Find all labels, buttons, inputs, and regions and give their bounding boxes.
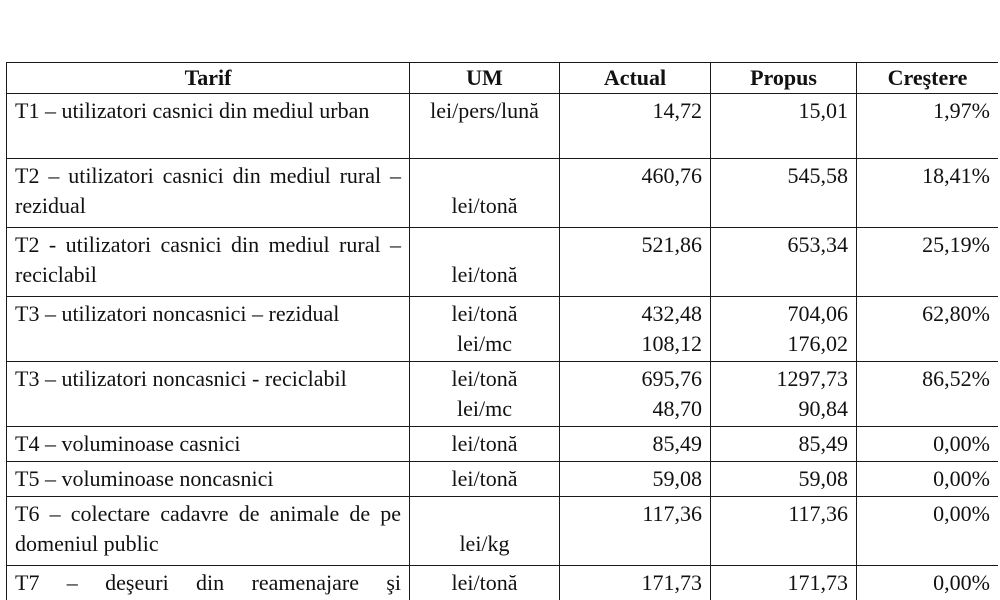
cell-actual: [560, 427, 711, 462]
table-header-row: [7, 63, 999, 94]
cell-actual: [560, 462, 711, 497]
table-row: [7, 566, 999, 600]
table-row: [7, 297, 999, 362]
header-actual: Actual: [560, 63, 711, 94]
propus-value: 176,02: [787, 331, 848, 356]
actual-value: 85,49: [652, 431, 702, 456]
cell-tarif: T2 - utilizatori casnici din mediul rural – reciclabil: [7, 228, 410, 297]
propus-value: 1297,73: [776, 366, 848, 391]
propus-value: 85,49: [798, 431, 848, 456]
header-um: UM: [410, 63, 560, 94]
cell-crestere: 86,52%: [857, 362, 999, 427]
cell-um: [410, 297, 560, 362]
cell-propus: [711, 362, 857, 427]
propus-value: 704,06: [787, 301, 848, 326]
actual-value: 460,76: [641, 163, 702, 188]
cell-tarif: T3 – utilizatori noncasnici - reciclabil: [7, 362, 410, 427]
actual-value: 432,48: [641, 301, 702, 326]
cell-propus: [711, 94, 857, 159]
cell-propus: [711, 159, 857, 228]
cell-tarif: T3 – utilizatori noncasnici – rezidual: [7, 297, 410, 362]
cell-crestere: 0,00%: [857, 462, 999, 497]
table-row: [7, 94, 999, 159]
um-value: lei/mc: [457, 331, 512, 356]
um-value: lei/tonă: [451, 431, 518, 456]
propus-value: 653,34: [787, 232, 848, 257]
cell-um: [410, 94, 560, 159]
actual-value: 695,76: [641, 366, 702, 391]
propus-value: 545,58: [787, 163, 848, 188]
cell-propus: [711, 462, 857, 497]
actual-value: 59,08: [652, 466, 702, 491]
cell-propus: [711, 297, 857, 362]
tariff-table: [6, 62, 998, 600]
actual-value: 521,86: [641, 232, 702, 257]
cell-um: [410, 159, 560, 228]
propus-value: 90,84: [798, 396, 848, 421]
actual-value: 48,70: [652, 396, 702, 421]
cell-actual: [560, 228, 711, 297]
cell-um: [410, 427, 560, 462]
cell-actual: [560, 362, 711, 427]
cell-actual: [560, 566, 711, 600]
cell-propus: [711, 566, 857, 600]
cell-crestere: 0,00%: [857, 427, 999, 462]
cell-crestere: 25,19%: [857, 228, 999, 297]
table-row: [7, 159, 999, 228]
propus-value: 15,01: [798, 98, 848, 123]
um-value: lei/tonă: [451, 301, 518, 326]
um-value: lei/pers/lună: [430, 98, 539, 123]
actual-value: 171,73: [641, 570, 702, 595]
cell-crestere: 62,80%: [857, 297, 999, 362]
cell-crestere: 0,00%: [857, 497, 999, 566]
cell-crestere: 1,97%: [857, 94, 999, 159]
tariff-table-container: [6, 62, 998, 600]
cell-actual: [560, 497, 711, 566]
cell-tarif: T4 – voluminoase casnici: [7, 427, 410, 462]
cell-tarif: T1 – utilizatori casnici din mediul urban: [7, 94, 410, 159]
cell-tarif: T2 – utilizatori casnici din mediul rural – rezidual: [7, 159, 410, 228]
cell-propus: [711, 427, 857, 462]
cell-actual: [560, 159, 711, 228]
um-value: lei/tonă: [451, 570, 518, 595]
cell-tarif: T7 – deşeuri din reamenajare şi: [7, 566, 410, 600]
um-value: lei/tonă: [451, 193, 518, 218]
table-row: [7, 228, 999, 297]
cell-um: [410, 228, 560, 297]
cell-um: [410, 566, 560, 600]
propus-value: 117,36: [788, 501, 848, 526]
propus-value: 59,08: [798, 466, 848, 491]
cell-actual: [560, 297, 711, 362]
actual-value: 14,72: [652, 98, 702, 123]
cell-tarif: T6 – colectare cadavre de animale de pe domeniul public: [7, 497, 410, 566]
um-value: lei/tonă: [451, 366, 518, 391]
cell-um: [410, 497, 560, 566]
cell-crestere: 0,00%: [857, 566, 999, 600]
cell-crestere: 18,41%: [857, 159, 999, 228]
header-crestere: Creştere: [857, 63, 999, 94]
actual-value: 108,12: [641, 331, 702, 356]
table-row: [7, 362, 999, 427]
actual-value: 117,36: [642, 501, 702, 526]
um-value: lei/tonă: [451, 262, 518, 287]
propus-value: 171,73: [787, 570, 848, 595]
cell-propus: [711, 497, 857, 566]
um-value: lei/mc: [457, 396, 512, 421]
header-tarif: Tarif: [7, 63, 410, 94]
cell-um: [410, 462, 560, 497]
cell-actual: [560, 94, 711, 159]
cell-propus: [711, 228, 857, 297]
table-row: [7, 427, 999, 462]
um-value: lei/tonă: [451, 466, 518, 491]
um-value: lei/kg: [459, 531, 510, 556]
header-propus: Propus: [711, 63, 857, 94]
cell-tarif: T5 – voluminoase noncasnici: [7, 462, 410, 497]
table-row: [7, 497, 999, 566]
cell-um: [410, 362, 560, 427]
table-row: [7, 462, 999, 497]
